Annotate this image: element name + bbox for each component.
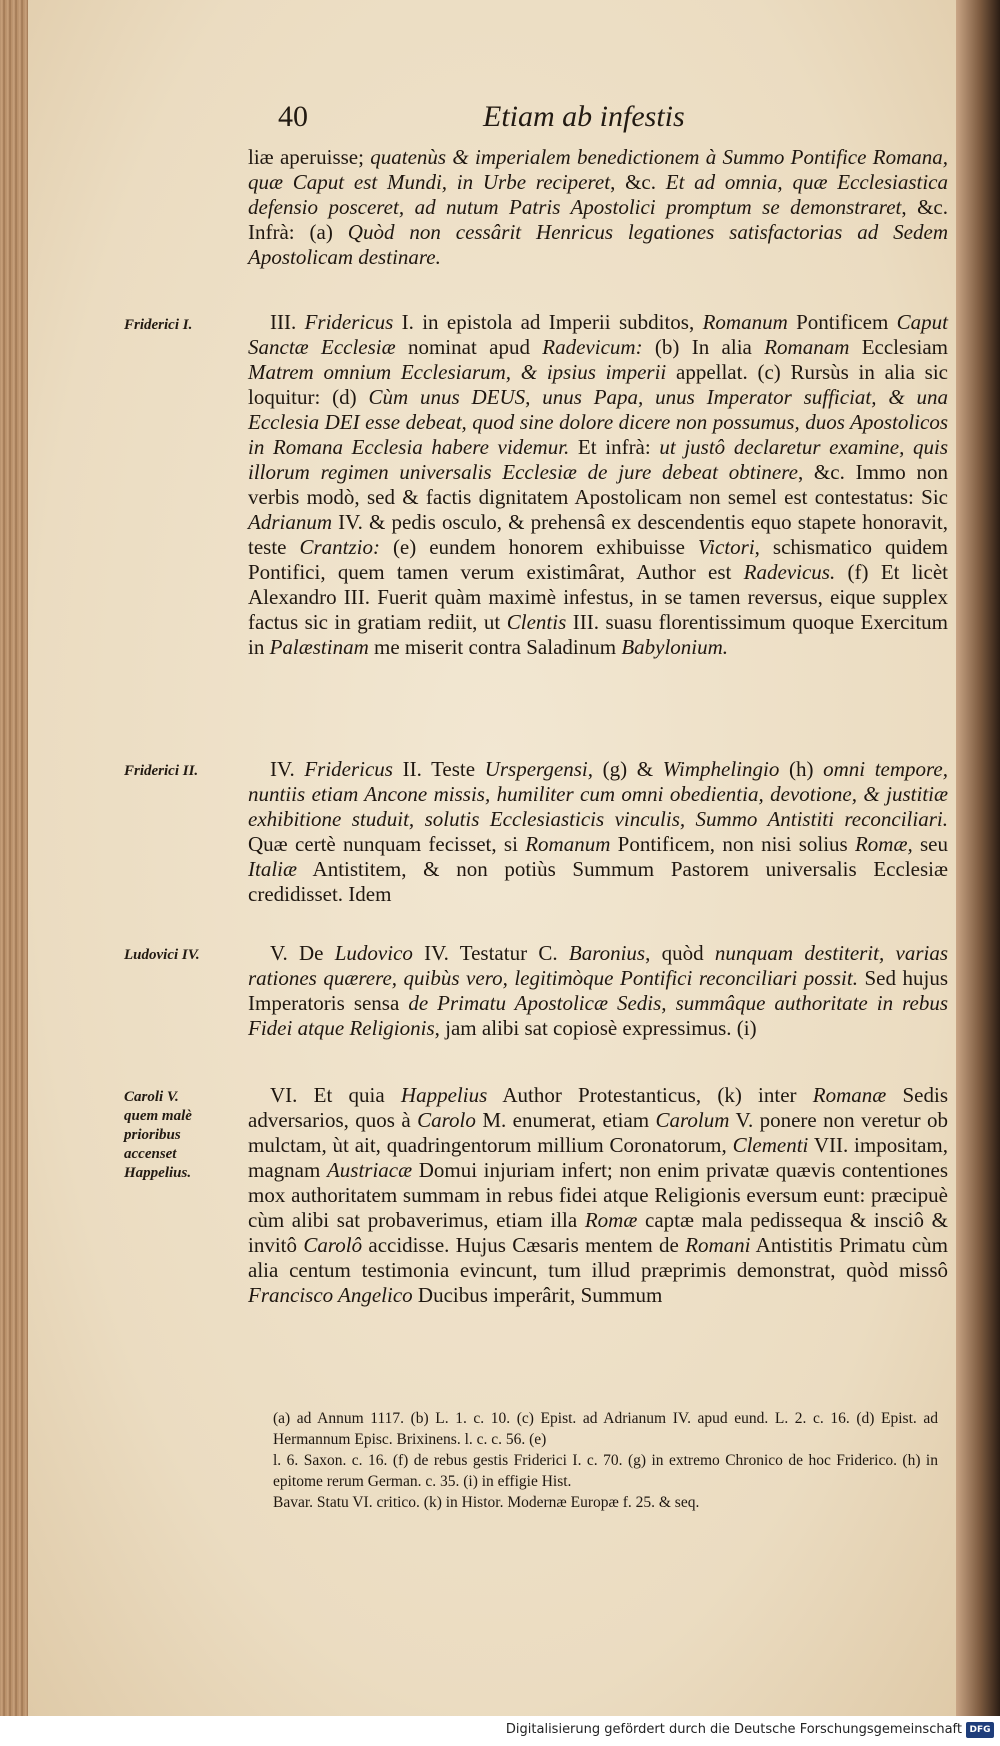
text-run: IV. Testatur C.	[412, 941, 569, 965]
footnote-line: (a) ad Annum 1117. (b) L. 1. c. 10. (c) Epist. ad Adrianum IV. apud eund. L. 2. c. 16. (d) Epist. ad Hermannum Episc. Brixinens. l. c. c. 56. (e)	[273, 1410, 938, 1448]
text-run: Author Protestanticus, (k) inter	[487, 1083, 813, 1107]
name-run: Carolo	[417, 1108, 476, 1132]
paragraph-continuation	[248, 145, 948, 270]
name-run: Happelius	[400, 1083, 488, 1107]
running-title: Etiam ab infestis	[483, 100, 685, 133]
footnote-line: Bavar. Statu VI. critico. (k) in Histor. Modernæ Europæ f. 25. & seq.	[273, 1494, 700, 1511]
quote-run: Quòd non cessârit Henricus legationes satisfactorias ad Sedem Apostolicam destinare.	[248, 220, 948, 269]
text-run: M. enumerat, etiam	[475, 1108, 656, 1132]
name-run: Clentis	[506, 610, 567, 634]
text-run: , &c. Infrà: (a)	[248, 195, 948, 244]
text-run: liæ aperuisse;	[248, 145, 371, 169]
text-run: Et infrà:	[569, 435, 660, 459]
text-run: Quæ certè nunquam fecisset, si	[248, 832, 526, 856]
name-run: Carolô	[303, 1233, 363, 1257]
quote-run: Et ad omnia, quæ Ecclesiastica defensio posceret, ad nutum Patris Apostolici promptum se demonstraret	[248, 170, 949, 219]
name-run: Wimphelingio	[662, 757, 780, 781]
name-run: Romanæ	[812, 1083, 887, 1107]
text-run: II. Teste	[392, 757, 485, 781]
text-run: Ecclesiam	[849, 335, 948, 359]
quote-run: nunquam destiterit, varias rationes quærere, quibùs vero, legitimòque Pontifici reconciliari possit.	[248, 941, 948, 990]
name-run: Romanum	[702, 310, 788, 334]
text-run: (e) eundem honorem exhibuisse	[379, 535, 698, 559]
name-run: Urspergensi,	[484, 757, 594, 781]
text-run: III. suasu florentissimum quoque Exercitum in	[248, 610, 948, 659]
name-run: Romæ,	[854, 832, 913, 856]
name-run: Romani	[685, 1233, 751, 1257]
quote-run: Caput Sanctæ Ecclesiæ	[248, 310, 948, 359]
text-run: IV.	[270, 757, 305, 781]
name-run: Romæ	[584, 1208, 638, 1232]
paragraph-iv	[248, 757, 948, 907]
quote-run: omni tempore, nuntiis etiam Ancone missis, humiliter cum omni obedientia, devotione, & justitiæ exhibitione studuit, solutis Ecclesiasticis vinculis, Summo Antistiti reconciliari.	[248, 757, 948, 831]
name-run: Palæstinam	[269, 635, 369, 659]
text-run: VII. impositam, magnam	[248, 1133, 948, 1182]
text-run: Antistitis Primatu cùm alia centum testimonia evincunt, tum illud præprimis demonstrat, quòd missô	[248, 1233, 948, 1282]
footer-credit: Digitalisierung gefördert durch die Deutsche Forschungsgemeinschaft	[505, 1722, 962, 1737]
text-run: , &c. Immo non verbis modò, sed & factis dignitatem Apostolicam non semel est contestatus: Sic	[248, 460, 948, 509]
name-run: Fridericus	[304, 310, 394, 334]
quote-run: quatenùs & imperialem benedictionem à Summo Pontifice Romana, quæ Caput est Mundi, in Urbe reciperet	[248, 145, 948, 194]
margin-note-ludovici-iv: Ludovici IV.	[124, 947, 200, 963]
book-edge-right	[956, 0, 1000, 1746]
name-run: Crantzio:	[299, 535, 380, 559]
text-run: , &c.	[610, 170, 666, 194]
text-run: Domui injuriam infert; non enim privatæ quævis contentiones mox authoritatem summam in rebus fidei atque Religionis eversum eunt: præcipuè cùm alibi sat probaverimus, etiam illa	[248, 1158, 948, 1232]
margin-note-friderici-i: Friderici I.	[124, 317, 193, 333]
text-run: VI. Et quia	[270, 1083, 401, 1107]
paragraph-v	[248, 941, 948, 1041]
name-run: Carolum	[655, 1108, 730, 1132]
name-run: Babylonium.	[621, 635, 729, 659]
text-run: , quòd	[645, 941, 715, 965]
page-number: 40	[278, 100, 308, 133]
text-run: appellat. (c) Rursùs in alia sic loquitur: (d)	[248, 360, 948, 409]
text-run: captæ mala pedissequa & insciô & invitô	[248, 1208, 948, 1257]
text-run: III.	[270, 310, 305, 334]
text-run: V. ponere non veretur ob mulctam, ùt ait, quadringentorum millium Coronatorum,	[248, 1108, 948, 1157]
quote-run: Matrem omnium Ecclesiarum, & ipsius imperii	[248, 360, 667, 384]
text-run: (f) Et licèt Alexandro III. Fuerit quàm maximè infestus, in se tamen reversus, eique supplex factus sic in gratiam rediit, ut	[248, 560, 948, 634]
name-run: Radevicus.	[743, 560, 836, 584]
text-run: Sed hujus Imperatoris sensa	[248, 966, 948, 1015]
text-run: V. De	[270, 941, 335, 965]
name-run: Radevicum:	[542, 335, 643, 359]
text-run: , schismatico quidem Pontifici, quem tamen verum existimârat, Author est	[248, 535, 948, 584]
name-run: Italiæ	[248, 857, 298, 881]
text-run: me miserit contra Saladinum	[368, 635, 622, 659]
paragraph-vi	[248, 1083, 948, 1308]
quote-run: Cùm unus DEUS, unus Papa, unus Imperator sufficiat, & una Ecclesia DEI esse debeat, quod sine dolore dicere non possumus, duos Apostolicos in Romana Ecclesia habere videmur.	[248, 385, 948, 459]
book-page	[28, 0, 956, 1716]
footnotes	[273, 1408, 938, 1513]
name-run: Romanam	[764, 335, 850, 359]
digitization-footer	[0, 1716, 1000, 1746]
quote-run: ut justô declaretur examine, quis illorum regimen universalis Ecclesiæ de jure debeat obtinere	[248, 435, 949, 484]
margin-note-friderici-ii: Friderici II.	[124, 763, 199, 779]
text-run: seu	[912, 832, 948, 856]
text-run: Ducibus imperârit, Summum	[412, 1283, 663, 1307]
text-run: Sedis adversarios, quos à	[248, 1083, 948, 1132]
text-run: , jam alibi sat copiosè expressimus. (i)	[434, 1016, 757, 1040]
name-run: Victori	[697, 535, 755, 559]
name-run: Romanum	[525, 832, 611, 856]
footnote-line: l. 6. Saxon. c. 16. (f) de rebus gestis Friderici I. c. 70. (g) in extremo Chronico de hoc Friderico. (h) in epitome rerum German. c. 35. (i) in effigie Hist.	[273, 1452, 938, 1490]
name-run: Clementi	[732, 1133, 809, 1157]
margin-note-caroli-v: Caroli V. quem malè prioribus accenset Happelius.	[124, 1089, 192, 1181]
dfg-logo-icon: DFG	[966, 1722, 994, 1738]
text-run: Pontificem, non nisi solius	[610, 832, 855, 856]
name-run: Adrianum	[248, 510, 332, 534]
name-run: Fridericus	[304, 757, 393, 781]
text-run: nominat apud	[395, 335, 543, 359]
paragraph-iii	[248, 310, 948, 660]
quote-run: de Primatu Apostolicæ Sedis, summâque authoritate in rebus Fidei atque Religionis	[248, 991, 948, 1040]
text-run: Pontificem	[787, 310, 897, 334]
text-run: (b) In alia	[642, 335, 765, 359]
book-edge-left	[0, 0, 28, 1746]
text-run: (g) &	[593, 757, 663, 781]
name-run: Baronius	[568, 941, 646, 965]
text-run: I. in epistola ad Imperii subditos,	[393, 310, 703, 334]
name-run: Francisco Angelico	[248, 1283, 413, 1307]
text-run: (h)	[779, 757, 824, 781]
name-run: Ludovico	[334, 941, 413, 965]
name-run: Austriacæ	[326, 1158, 413, 1182]
text-run: IV. & pedis osculo, & prehensâ ex descendentis equo stapete honoravit, teste	[248, 510, 948, 559]
text-run: accidisse. Hujus Cæsaris mentem de	[362, 1233, 686, 1257]
text-run: Antistitem, & non potiùs Summum Pastorem universalis Ecclesiæ credidisset. Idem	[248, 857, 948, 906]
